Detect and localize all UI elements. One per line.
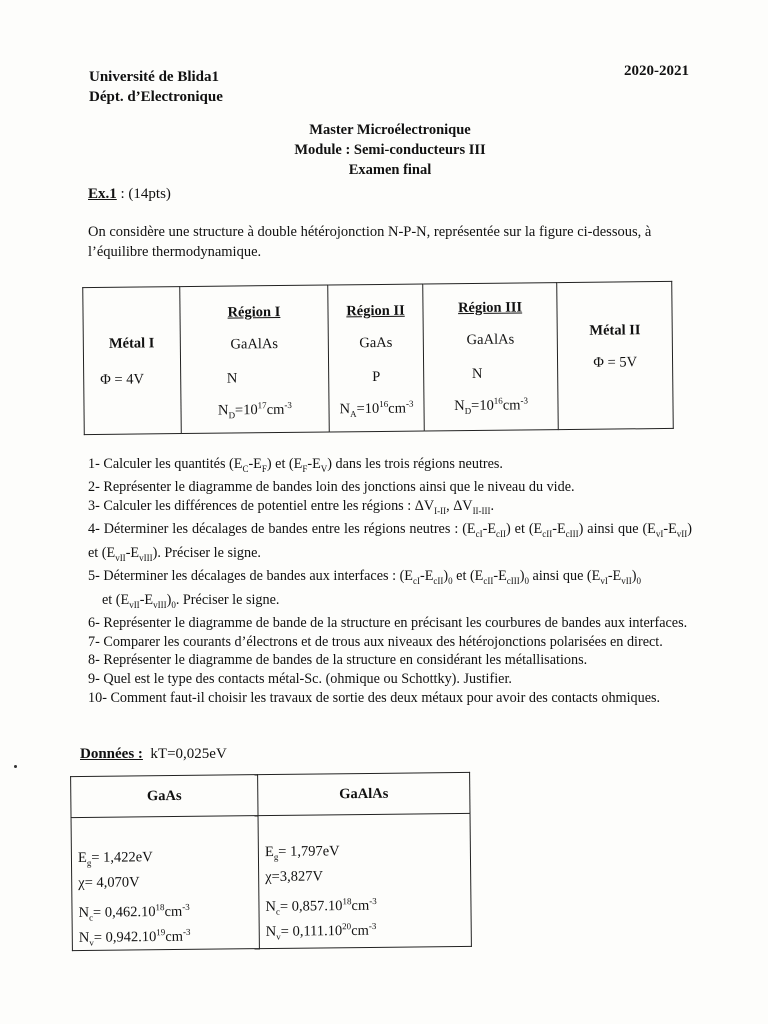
metal2-phi: Φ = 5V (593, 354, 638, 371)
region3-cell (423, 283, 559, 431)
metal2-name: Métal II (589, 322, 641, 339)
exercise-label: Ex.1 (88, 186, 117, 202)
gaas-values (71, 816, 259, 951)
region2-type: P (372, 368, 381, 386)
region1-cell (179, 285, 329, 434)
gaalas-nv: $N_v= 0,111.10^{20}cm^{-3}$ (265, 920, 377, 942)
exercise-points: : (14pts) (116, 186, 171, 202)
exercise-heading (88, 186, 171, 203)
question-1: 1- Calculer les quantités $(E_C-E_F)$ et $(E_F-E_V)$ dans les trois régions neutres. (88, 456, 503, 474)
academic-year: 2020-2021 (624, 63, 689, 79)
metal1-cell (83, 287, 181, 435)
title-master: Master Microélectronique (309, 122, 471, 138)
gaalas-header: GaAlAs (258, 772, 470, 815)
question-5: 5- Déterminer les décalages de bandes aux interfaces : $(E_{cI}-E_{cII})_0$ et $(E_{cII}-E_{cIII})_0$ ainsi que $(E_{vI}-E_{vII})_0$ et $(E_{vII}-E_{vIII})_0$. Préciser le signe. (88, 568, 641, 610)
question-4: 4- Déterminer les décalages de bandes entre les régions neutres : $(E_{cI}-E_{cII})$ et $(E_{cII}-E_{cIII})$ ainsi que $(E_{vI}-E_{vII})$ et $(E_{vII}-E_{vIII})$. Préciser le signe. (88, 521, 692, 563)
gaalas-eg: $E_g= 1,797eV$ (264, 843, 340, 862)
question-8: 8- Représenter le diagramme de bandes de la structure en considérant les métallisations. (88, 652, 588, 669)
metal1-phi: Φ = 4V (100, 371, 145, 388)
metal1-name: Métal I (108, 335, 155, 352)
region2-cell (328, 284, 424, 432)
region1-title: Région I (227, 304, 281, 321)
question-list (88, 455, 692, 707)
department-name: Dépt. d’Electronique (89, 89, 223, 105)
region1-type: N (226, 370, 238, 387)
gaas-chi: χ= 4,070V (78, 874, 140, 892)
region3-title: Région III (457, 299, 523, 317)
question-10: 10- Comment faut-il choisir les travaux de sortie des deux métaux pour avoir des contacts ohmiques. (88, 689, 661, 706)
region2-title: Région II (346, 302, 405, 320)
question-3: 3- Calculer les différences de potentiel entre les régions : $\Delta V_{I-II}$, $\Delta V_{II-III}$. (88, 498, 495, 516)
region1-doping: $N_D=10^{17}cm^{-3}$ (217, 399, 292, 421)
question-9: 9- Quel est le type des contacts métal-Sc. (ohmique ou Schottky). Justifier. (88, 670, 512, 687)
title-exam: Examen final (348, 162, 432, 178)
region3-doping: $N_D=10^{16}cm^{-3}$ (454, 395, 529, 416)
question-6: 6- Représenter le diagramme de bande de la structure en précisant les courbures de bandes aux interfaces. (88, 615, 688, 632)
region3-material: GaAlAs (466, 331, 515, 349)
gaas-header: GaAs (71, 775, 258, 818)
gaalas-chi: χ=3,827V (265, 868, 323, 886)
university-name: Université de Blida1 (89, 69, 219, 85)
structure-table (82, 281, 674, 435)
gaas-nc: $N_c= 0,462.10^{18}cm^{-3}$ (78, 901, 190, 923)
region2-material: GaAs (359, 334, 393, 352)
title-module: Module : Semi-conducteurs III (294, 142, 486, 158)
region3-type: N (471, 365, 483, 383)
kt-value: kT=0,025eV (150, 746, 227, 762)
materials-table (70, 772, 472, 951)
exercise-intro: On considère une structure à double hétérojonction N-P-N, représentée sur la figure ci-dessous, à l’équilibre thermodynamique. (88, 224, 652, 260)
region2-doping: $N_A=10^{16}cm^{-3}$ (339, 398, 414, 420)
question-2: 2- Représenter le diagramme de bandes loin des jonctions ainsi que le niveau du vide. (88, 479, 575, 496)
exam-titles (220, 120, 560, 180)
scan-speck (14, 765, 17, 768)
question-7: 7- Comparer les courants d’électrons et de trous aux niveaux des hétérojonctions polarisées en direct. (88, 633, 663, 650)
metal2-cell (557, 281, 673, 429)
gaalas-values (258, 813, 471, 948)
university-header (89, 67, 223, 107)
gaas-nv: $N_v= 0,942.10^{19}cm^{-3}$ (78, 926, 191, 948)
data-heading (80, 746, 227, 763)
data-label: Données : (80, 746, 143, 762)
gaalas-nc: $N_c= 0,857.10^{18}cm^{-3}$ (265, 895, 377, 917)
gaas-eg: $E_g= 1,422eV$ (77, 849, 153, 868)
region1-material: GaAlAs (230, 336, 279, 353)
